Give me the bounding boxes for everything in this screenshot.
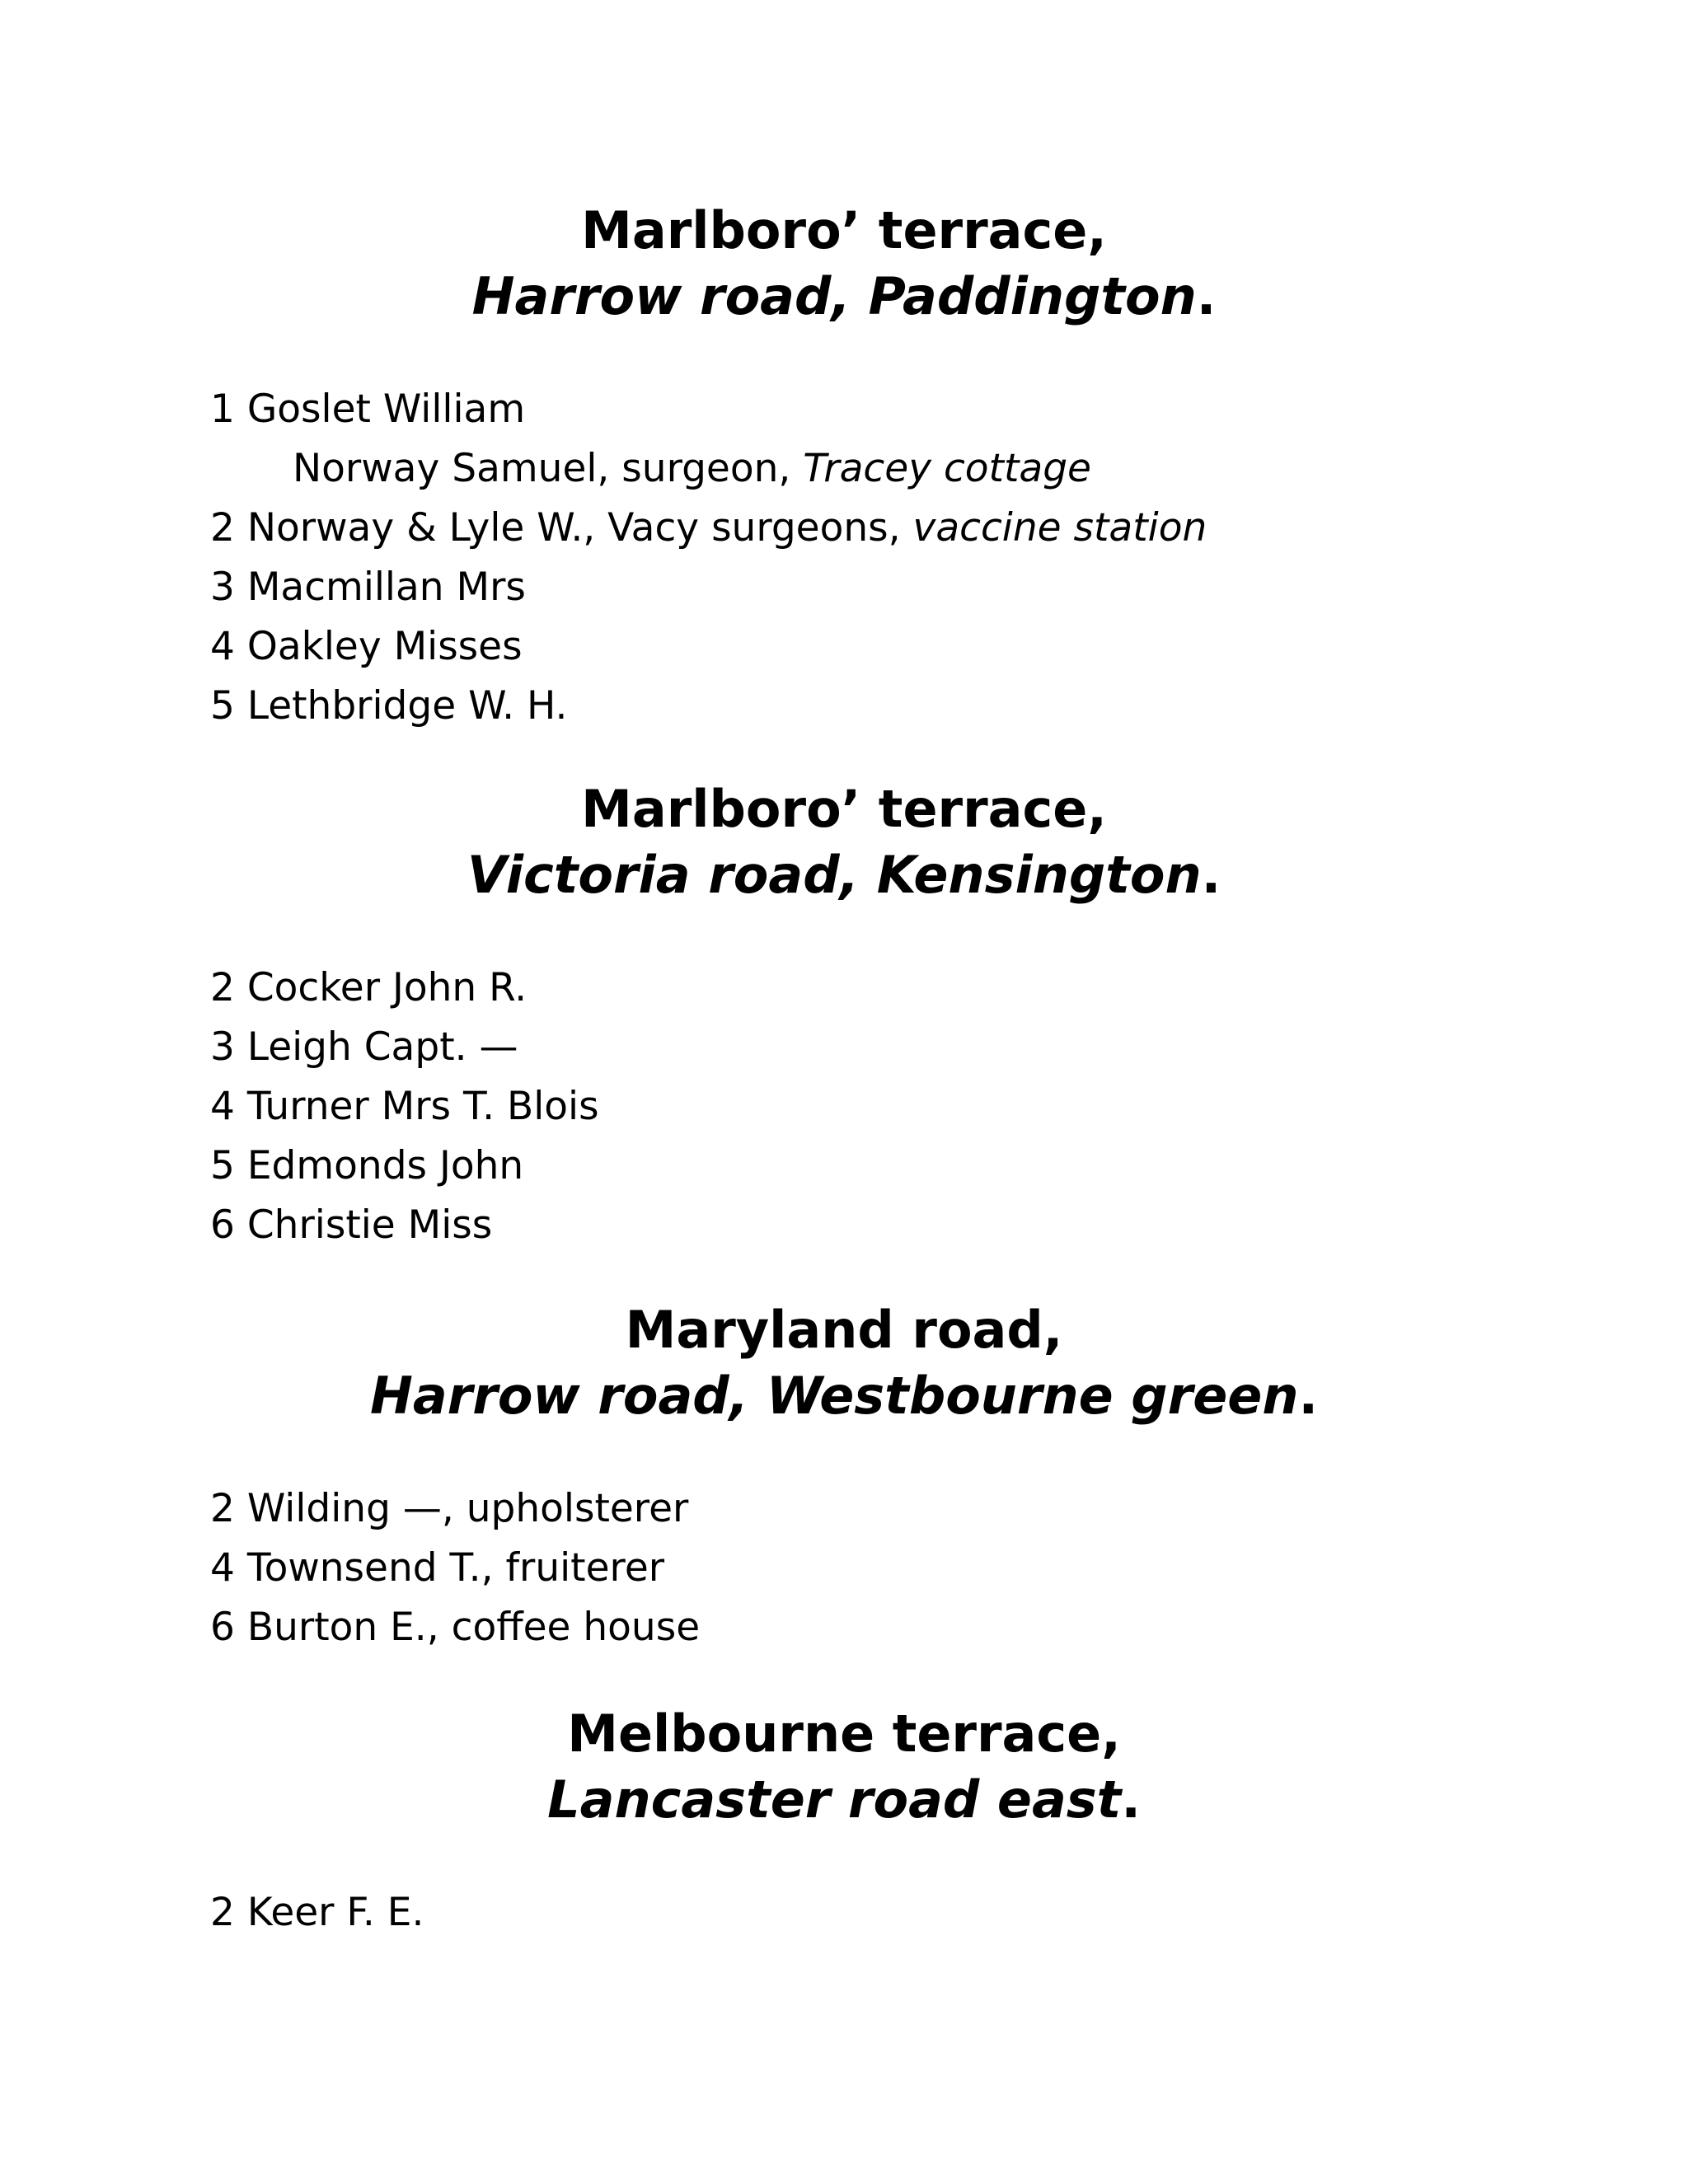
list-item: 4 Townsend T., fruiterer [210,1545,665,1591]
street-name: Melbourne terrace, [567,1704,1121,1764]
section-heading: Marlboro’ terrace, Harrow road, Paddington. [0,198,1688,330]
list-item: 3 Macmillan Mrs [210,565,526,610]
place-name: Harrow road, Paddington [471,266,1197,326]
list-item: 2 Keer F. E. [210,1890,424,1935]
list-item: 1 Goslet William [210,387,526,432]
street-name: Marlboro’ terrace, [581,779,1107,839]
list-item: 5 Edmonds John [210,1143,524,1188]
list-item: 2 Norway & Lyle W., Vacy surgeons, vaccine station [210,505,1207,551]
list-item: 5 Lethbridge W. H. [210,683,568,729]
entry-location: vaccine station [912,505,1207,551]
section-heading: Maryland road, Harrow road, Westbourne green. [0,1297,1688,1429]
section-heading: Marlboro’ terrace, Victoria road, Kensington. [0,776,1688,908]
list-item: 2 Wilding —, upholsterer [210,1486,689,1531]
entry-list [0,380,1688,736]
list-item: 2 Cocker John R. [210,965,528,1010]
directory-section [0,1297,1688,1657]
list-item: 6 Christie Miss [210,1202,493,1248]
list-item: Norway Samuel, surgeon, Tracey cottage [293,446,1091,491]
directory-section [0,1701,1688,1943]
entry-location: Tracey cottage [803,446,1091,491]
directory-section [0,198,1688,736]
entry-list [0,1883,1688,1943]
place-name: Harrow road, Westbourne green [369,1366,1299,1426]
entry-list [0,1479,1688,1657]
entry-list [0,958,1688,1255]
place-name: Lancaster road east [547,1769,1122,1830]
list-item: 3 Leigh Capt. — [210,1024,518,1070]
directory-section [0,776,1688,1255]
list-item: 6 Burton E., coffee house [210,1605,701,1650]
street-name: Maryland road, [625,1300,1063,1360]
list-item: 4 Turner Mrs T. Blois [210,1084,599,1129]
list-item: 4 Oakley Misses [210,624,523,669]
street-name: Marlboro’ terrace, [581,200,1107,260]
place-name: Victoria road, Kensington [467,845,1202,905]
section-heading: Melbourne terrace, Lancaster road east. [0,1701,1688,1833]
